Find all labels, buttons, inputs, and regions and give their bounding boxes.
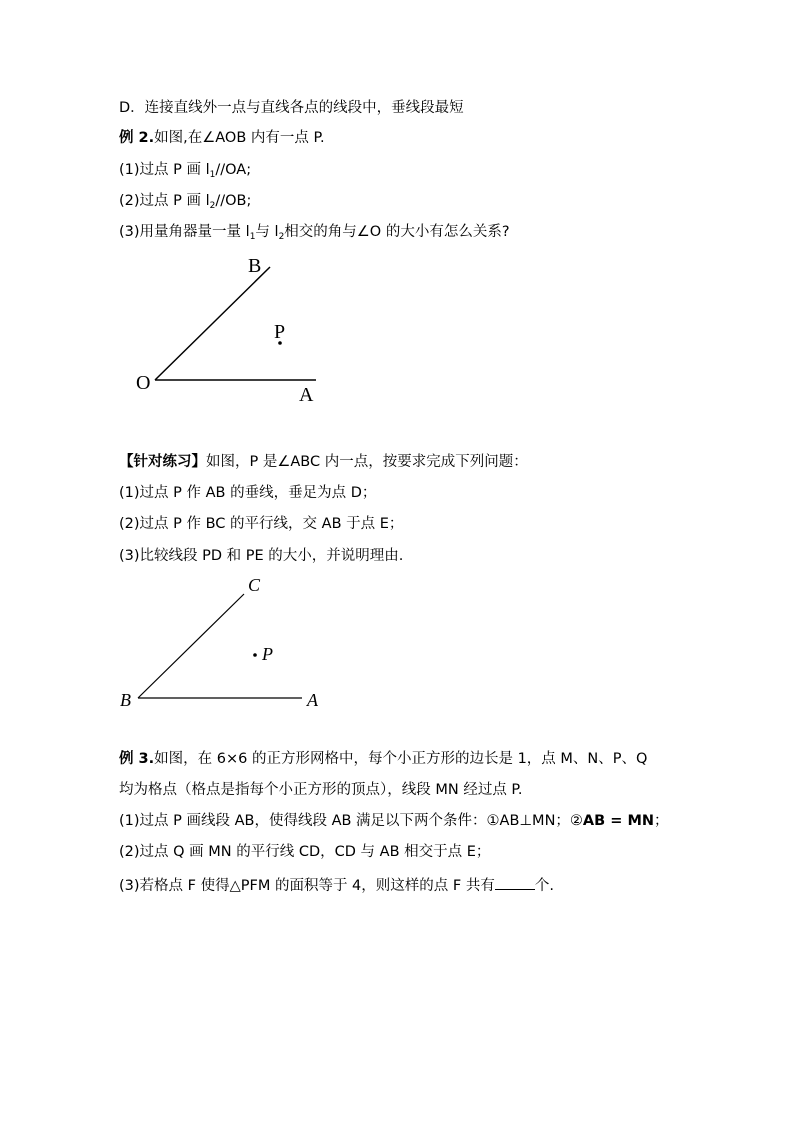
practice-question-2: (2)过点 P 作 BC 的平行线，交 AB 于点 E； — [119, 516, 404, 532]
label-b: B — [120, 690, 131, 710]
example-3-intro-2: 均为格点（格点是指每个小正方形的顶点），线段 MN 经过点 P. — [119, 782, 523, 798]
example-2-intro-text: 如图,在∠AOB 内有一点 P. — [154, 130, 325, 146]
label-p: P — [262, 644, 273, 664]
practice-intro-text: 如图，P 是∠ABC 内一点，按要求完成下列问题： — [206, 454, 528, 470]
ray-bc — [138, 594, 244, 698]
ex3-q1-bold: AB = MN — [582, 813, 655, 829]
q3-text-end: 相交的角与∠O 的大小有怎么关系? — [284, 224, 510, 240]
label-p: P — [274, 321, 286, 343]
q3-subscript-2: 2 — [278, 232, 285, 242]
label-a: A — [299, 384, 314, 406]
example-3-question-2: (2)过点 Q 画 MN 的平行线 CD，CD 与 AB 相交于点 E； — [119, 844, 491, 860]
example-2-label: 例 2. — [119, 130, 155, 146]
label-c: C — [248, 575, 261, 595]
practice-label: 【针对练习】 — [119, 454, 206, 470]
answer-blank[interactable] — [495, 875, 535, 890]
q2-text: (2)过点 P 画 l — [119, 193, 210, 209]
ex3-q1-text: (1)过点 P 画线段 AB，使得线段 AB 满足以下两个条件：①AB⊥MN；② — [119, 813, 583, 829]
q3-subscript-1: 1 — [249, 232, 256, 242]
q1-subscript: 1 — [209, 170, 216, 180]
ex3-q3-end: 个. — [534, 878, 554, 894]
q3-text-mid: 与 l — [255, 224, 279, 240]
example-3-question-1 — [119, 812, 669, 830]
q2-text-end: //OB; — [215, 193, 252, 209]
q1-text-end: //OA; — [215, 162, 252, 178]
q1-text: (1)过点 P 画 l — [119, 162, 210, 178]
point-p — [253, 653, 257, 657]
label-o: O — [136, 372, 151, 394]
example-3-intro-1 — [119, 750, 647, 768]
ex3-q3-text: (3)若格点 F 使得△PFM 的面积等于 4，则这样的点 F 共有 — [119, 878, 495, 894]
practice-question-3: (3)比较线段 PD 和 PE 的大小，并说明理由. — [119, 548, 404, 564]
ex3-q1-end: ； — [654, 813, 669, 829]
example-3-label: 例 3. — [119, 751, 155, 767]
q3-text: (3)用量角器量一量 l — [119, 224, 250, 240]
label-b: B — [248, 255, 262, 277]
q2-subscript: 2 — [209, 201, 216, 211]
example-3-intro-text: 如图，在 6×6 的正方形网格中，每个小正方形的边长是 1，点 M、N、P、Q — [154, 751, 648, 767]
example-3-question-3 — [119, 875, 554, 895]
option-d-text: D．连接直线外一点与直线各点的线段中，垂线段最短 — [119, 100, 464, 116]
label-a: A — [307, 690, 318, 710]
practice-question-1: (1)过点 P 作 AB 的垂线，垂足为点 D； — [119, 485, 377, 501]
